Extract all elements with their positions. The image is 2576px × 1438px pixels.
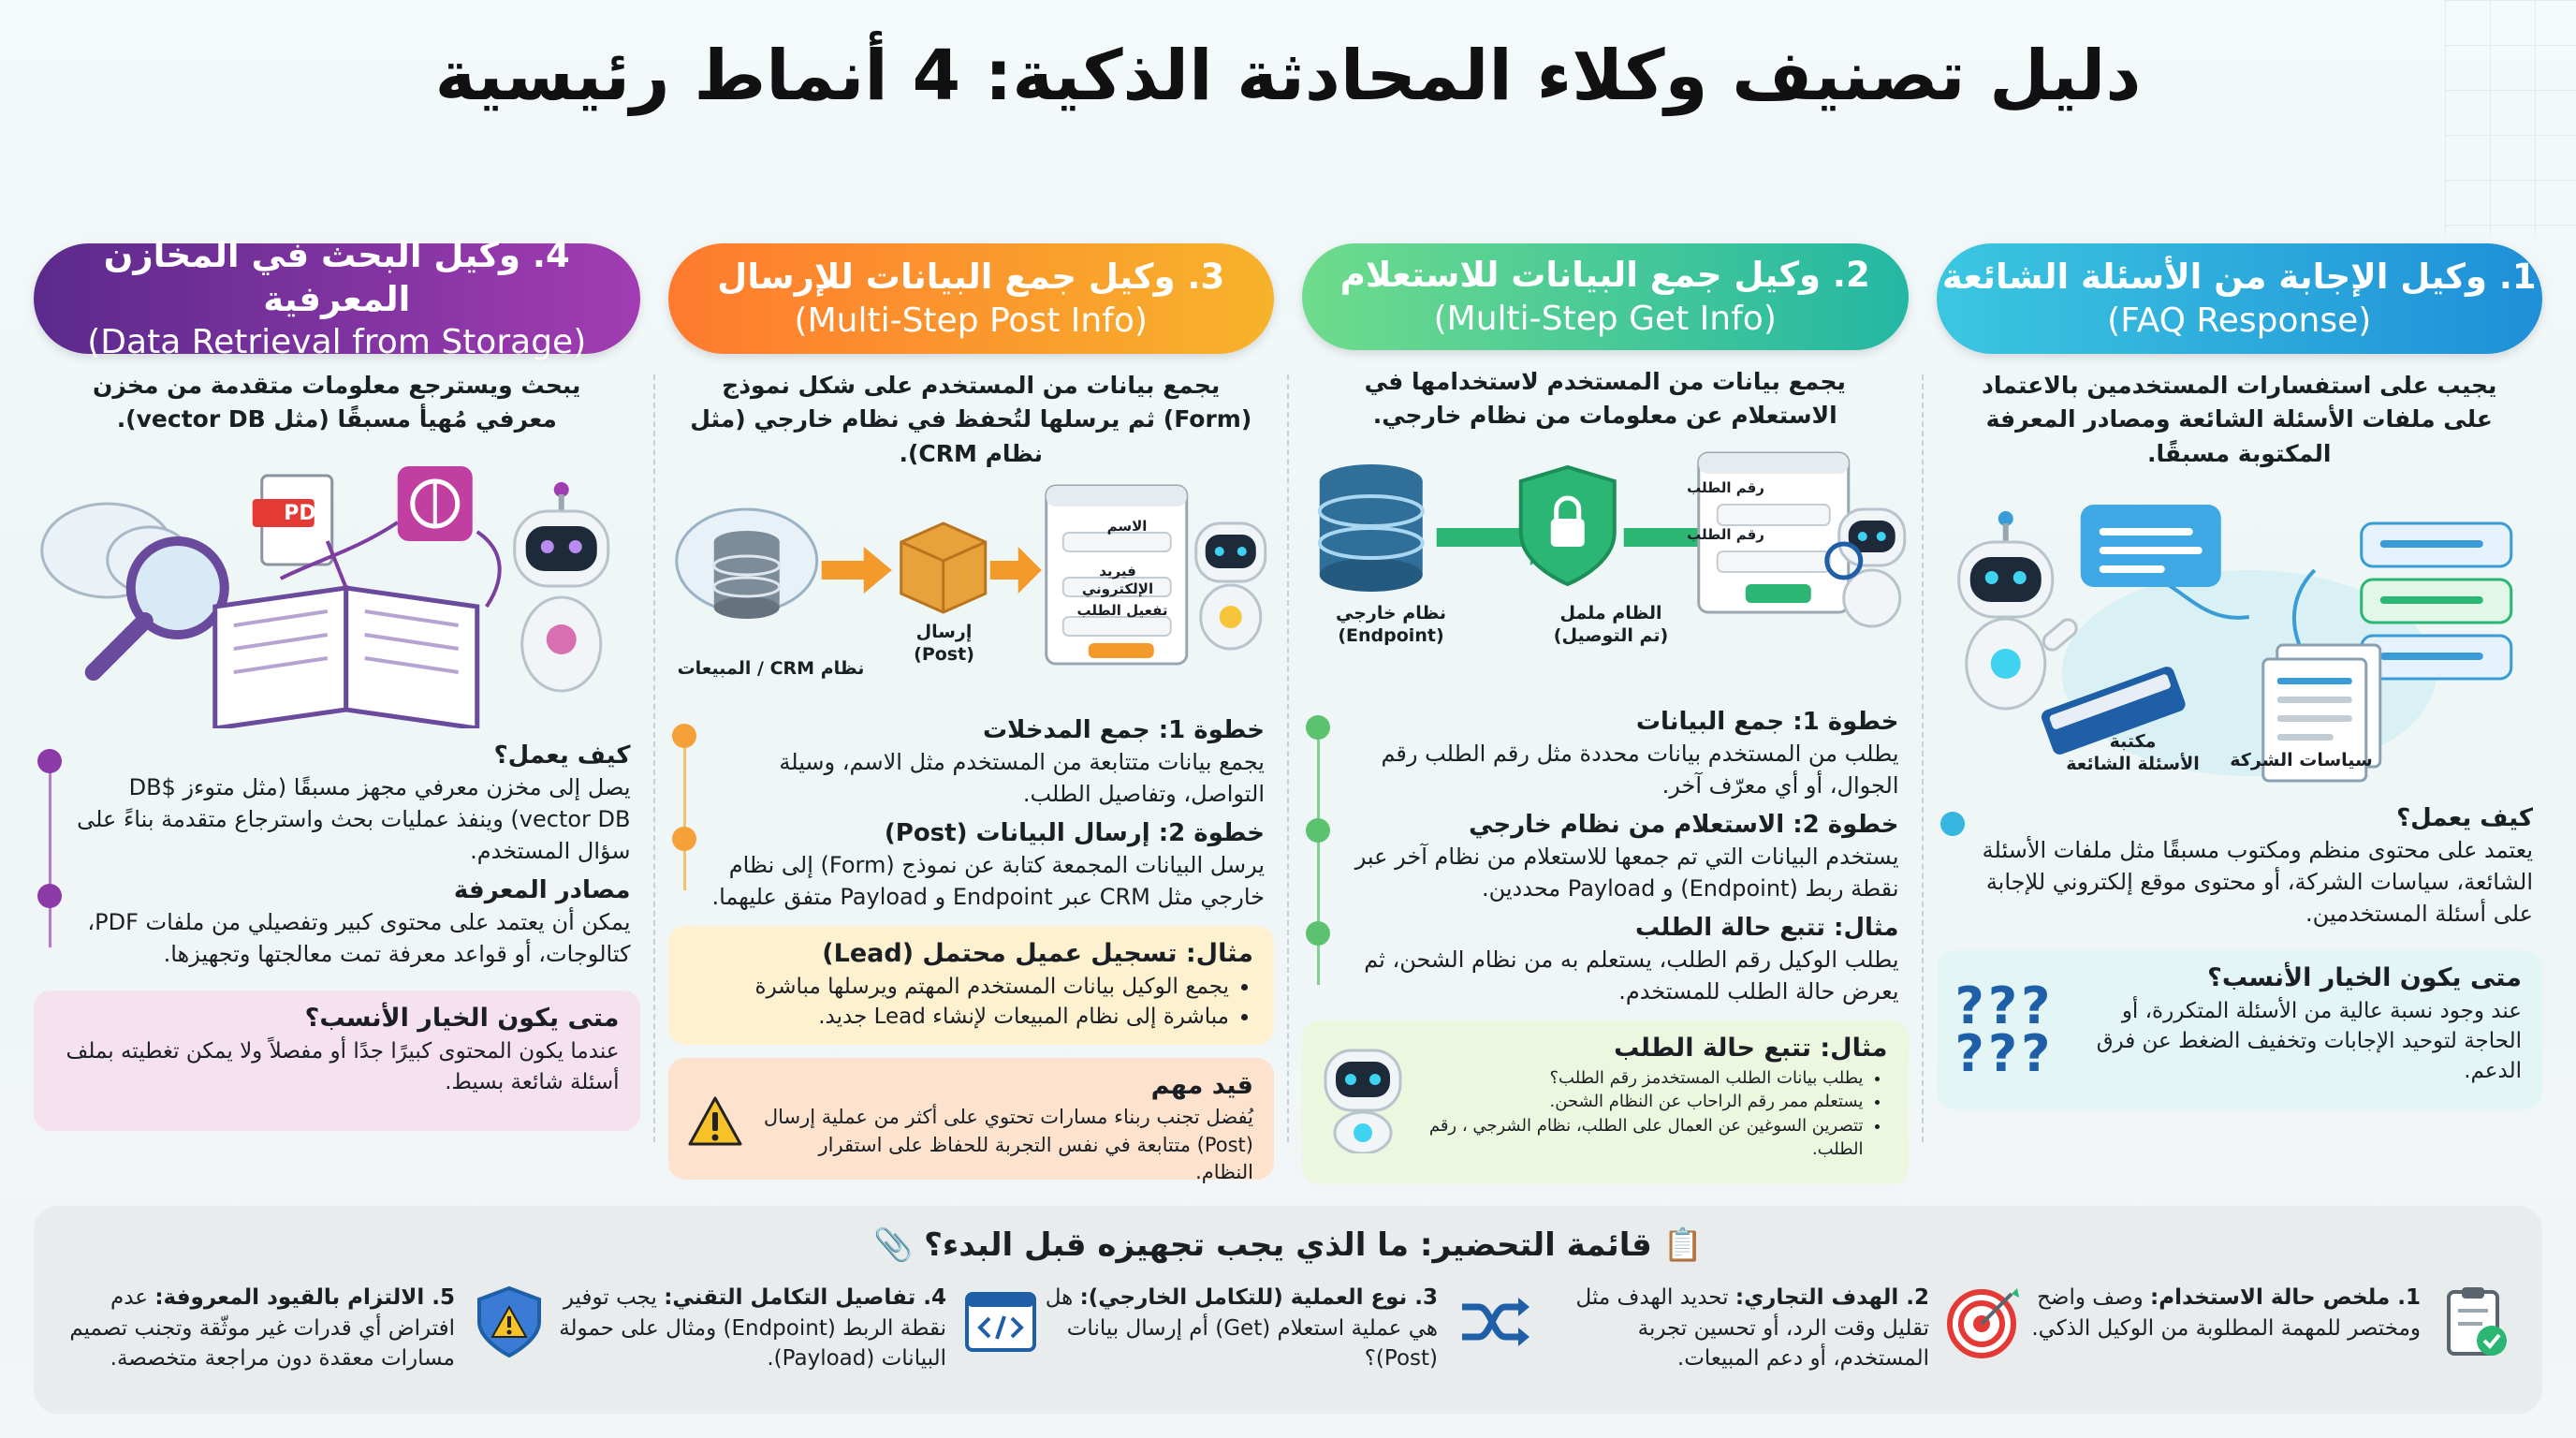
secure-system-label: الظام ململ (تم التوصيل) [1553, 603, 1669, 646]
item-text: وصف واضح ومختصر للمهمة المطلوبة من الوكيل الذكي. [2031, 1285, 2421, 1341]
item-text: عدم افتراض أي قدرات غير موثّقة وتجنب تصميم مسارات معقدة دون مراجعة متخصصة. [69, 1285, 455, 1372]
step-title: خطوة 2: الاستعلام من نظام خارجي [1469, 810, 1899, 839]
form-field-1: رقم الطلب [1687, 479, 1764, 497]
robot-icon [1311, 1041, 1414, 1153]
sources-text: يمكن أن يعتمد على محتوى كبير وتفصيلي من ملفات PDF، كتالوجات، أو قواعد معرفة تمت معالجتها وتجهيزها. [87, 909, 631, 968]
checklist-item [1536, 1283, 2023, 1374]
how-text: يصل إلى مخزن معرفي مجهز مسبقًا (مثل متوءز DB$ vector DB) وينفذ عمليات بحث واسترجاع متقدمة بناءً على سؤال المستخدم. [77, 774, 631, 865]
checklist-item [62, 1283, 549, 1374]
column-faq [1937, 243, 2543, 1184]
example-box [668, 926, 1275, 1045]
box-item: • يستعلم ممر رقم الراحاب عن النظام الشحن. [1424, 1090, 1864, 1113]
header-subtitle: (Data Retrieval from Storage) [87, 322, 587, 361]
knowledge-sources-section [34, 876, 640, 970]
prep-checklist [34, 1206, 2542, 1414]
example-title: مثال: تتبع حالة الطلب [1634, 913, 1899, 942]
library-label: مكتبة الأسئلة الشائعة [2066, 730, 2200, 774]
item-title: 2. الهدف التجاري: [1734, 1285, 1929, 1310]
box-item: • تتصرين السوغين عن العمال على الطلب، نظام الشرجي ، رقم الطلب. [1424, 1114, 1864, 1161]
warning-box [668, 1058, 1275, 1184]
box-list [1424, 1066, 1888, 1161]
header-title: 3. وكيل جمع البيانات للإرسال [717, 257, 1225, 298]
item-title: 4. تفاصيل التكامل التقني: [664, 1285, 946, 1310]
form-field-1: الاسم [1106, 517, 1148, 535]
step-dot [672, 724, 696, 748]
faq-illustration [1937, 477, 2543, 785]
box-title: مثال: تسجيل عميل محتمل (Lead) [822, 939, 1253, 969]
post-info-labels [668, 621, 1275, 711]
step-text: يجمع بيانات متتابعة من المستخدم مثل الاسم، وسيلة التواصل، وتفاصيل الطلب. [779, 748, 1265, 807]
how-it-works-section [1937, 804, 2543, 930]
policies-label: سياسات الشركة [2230, 749, 2373, 770]
header-title: 1. وكيل الإجابة من الأسئلة الشائعة [1941, 257, 2537, 298]
shield-warning-icon [470, 1283, 549, 1361]
column-header-retrieval [34, 235, 640, 361]
warn-title: قيد مهم [1150, 1071, 1253, 1101]
best-title: متى يكون الخيار الأنسب؟ [304, 1004, 620, 1034]
form-field-3: تفعيل الطلب [1076, 601, 1168, 619]
column-description: يجمع بيانات من المستخدم لاستخدامها في الاستعلام عن معلومات من نظام خارجي. [1364, 368, 1846, 430]
column-get-info [1302, 243, 1909, 1184]
box-item: • يطلب بيانات الطلب المستخدمز رقم الطلب؟ [1424, 1066, 1864, 1090]
column-description: يجمع بيانات من المستخدم على شكل نموذج (Form) ثم يرسلها لتُحفظ في نظام خارجي (مثل نظام CRM). [690, 372, 1252, 467]
faq-diagram-svg [1937, 477, 2543, 785]
box-list [689, 972, 1254, 1032]
column-description: يبحث ويسترجع معلومات متقدمة من مخزن معرفي مُهيأ مسبقًا (مثل vector DB). [93, 372, 581, 433]
column-post-info [668, 243, 1275, 1184]
clipboard-check-icon [2436, 1283, 2514, 1361]
example-step [1302, 914, 1909, 1007]
paperclip-icon: 📎 [872, 1226, 914, 1264]
checklist-item [553, 1283, 1040, 1374]
chat-bubble-icon [2080, 505, 2220, 587]
step-title: خطوة 2: إرسال البيانات (Post) [884, 818, 1265, 847]
columns-container [34, 235, 2542, 1184]
how-it-works-section [34, 741, 640, 867]
checklist-item [1045, 1283, 1531, 1374]
step-dot [1306, 715, 1330, 740]
sources-title: مصادر المعرفة [453, 876, 631, 905]
how-title: كيف يعمل؟ [2396, 803, 2533, 832]
steps-timeline [1302, 708, 1909, 1007]
step-text: يرسل البيانات المجمعة كتابة عن نموذج (Form) إلى نظام خارجي مثل CRM عبر Endpoint و Payload متفق عليهما. [711, 851, 1265, 910]
how-text: يعتمد على محتوى منظم ومكتوب مسبقًا مثل ملفات الأسئلة الشائعة، سياسات الشركة، أو محتوى موقع إلكتروني للإجابة على أسئلة المستخدمين. [1982, 836, 2533, 927]
pdf-label: PDF [284, 502, 330, 525]
checklist-text [62, 1283, 455, 1374]
checklist-text [2027, 1283, 2421, 1343]
header-subtitle: (Multi-Step Post Info) [794, 301, 1148, 340]
page-title: دليل تصنيف وكلاء المحادثة الذكية: 4 أنماط رئيسية [434, 36, 2142, 116]
item-text: تحديد الهدف مثل تقليل وقت الرد، أو تحسين تجربة المستخدم، أو دعم المبيعات. [1575, 1285, 1929, 1372]
box-item: • يجمع الوكيل بيانات المستخدم المهتم ويرسلها مباشرة [689, 972, 1230, 1002]
clipboard-icon: 📋 [1662, 1226, 1704, 1264]
best-title: متى يكون الخيار الأنسب؟ [2207, 962, 2522, 992]
best-text: عندما يكون المحتوى كبيرًا جدًا أو مفصلاً ولا يمكن تغطيته بملف أسئلة شائعة بسيط. [66, 1039, 620, 1094]
step-2 [668, 819, 1275, 913]
crm-label: نظام CRM / المبيعات [677, 657, 865, 679]
question-marks-icon: ??? ??? [1954, 976, 2055, 1084]
step-text: يستخدم البيانات التي تم جمعها للاستعلام من نظام آخر عبر نقطة ربط (Endpoint) و Payload محددين. [1354, 843, 1899, 902]
cloud-database-icon [676, 509, 816, 619]
step-title: خطوة 1: جمع البيانات [1635, 707, 1899, 736]
step-2 [1302, 811, 1909, 904]
step-dot [1306, 818, 1330, 843]
step-1 [1302, 708, 1909, 801]
header-title: 2. وكيل جمع البيانات للاستعلام [1339, 255, 1870, 296]
warning-icon [687, 1095, 743, 1148]
box-item: • مباشرة إلى نظام المبيعات لإنشاء Lead جديد. [689, 1002, 1230, 1032]
item-title: 1. ملخص حالة الاستخدام: [2150, 1285, 2421, 1310]
checklist-item [2027, 1283, 2514, 1374]
column-header-post-info [668, 243, 1275, 354]
code-window-icon [961, 1283, 1040, 1361]
checklist-title [34, 1226, 2542, 1264]
checklist-items [34, 1264, 2542, 1374]
robot-icon [1958, 511, 2079, 709]
get-info-labels [1302, 603, 1909, 695]
step-dot [37, 884, 62, 908]
header-title: 4. وكيل البحث في المخازن المعرفية [103, 235, 570, 319]
item-title: 5. الالتزام بالقيود المعروفة: [154, 1285, 455, 1310]
robot-icon [1195, 523, 1265, 649]
step-1 [668, 716, 1275, 810]
form-field-2: رقم الطلب [1687, 526, 1764, 544]
column-header-faq [1937, 243, 2543, 354]
bullet-dot [1940, 812, 1965, 836]
column-description: يجيب على استفسارات المستخدمين بالاعتماد على ملفات الأسئلة الشائعة ومصادر المعرفة المكتوبة مسبقًا. [1982, 372, 2497, 467]
retrieval-illustration [34, 448, 640, 728]
shield-lock-icon [1521, 467, 1615, 584]
send-label: إرسال (Post) [914, 621, 974, 665]
header-subtitle: (Multi-Step Get Info) [1433, 299, 1777, 338]
external-system-label: نظام خارجي (Endpoint) [1336, 603, 1446, 646]
item-text: يجب توفير نقطة الربط (Endpoint) ومثال على حمولة البيانات (Payload). [559, 1285, 946, 1372]
column-header-get-info [1302, 243, 1909, 350]
step-dot [37, 749, 62, 773]
chat-list-icon [2361, 523, 2510, 679]
best-choice-box [1937, 950, 2543, 1109]
checklist-text [553, 1283, 946, 1374]
brain-chip-icon [398, 466, 473, 541]
warn-text: يُفضل تجنب ربناء مسارات تحتوي على أكثر من عملية إرسال (Post) متتابعة في نفس التجربة للحفاظ على استقرار النظام. [763, 1106, 1253, 1184]
step-dot [1306, 921, 1330, 946]
checklist-title-text: قائمة التحضير: ما الذي يجب تجهيزه قبل البدء؟ [924, 1226, 1652, 1264]
how-title: كيف يعمل؟ [493, 741, 631, 770]
best-choice-box [34, 990, 640, 1131]
retrieval-timeline [34, 741, 640, 970]
item-text: هل هي عملية استعلام (Get) أم إرسال بيانات (Post)؟ [1045, 1285, 1438, 1372]
package-box-icon [900, 523, 985, 612]
box-title: مثال: تتبع حالة الطلب [1614, 1034, 1888, 1064]
example-box [1302, 1020, 1909, 1184]
form-field-2: فيريد الإلكتروني [1081, 562, 1154, 597]
step-title: خطوة 1: جمع المدخلات [982, 715, 1265, 744]
robot-icon [515, 482, 608, 691]
example-text: يطلب الوكيل رقم الطلب، يستعلم به من نظام الشحن، ثم يعرض حالة الطلب للمستخدم. [1364, 946, 1899, 1005]
header-subtitle: (FAQ Response) [2107, 301, 2372, 340]
checklist-text [1536, 1283, 1929, 1374]
column-retrieval [34, 235, 640, 1184]
steps-timeline [668, 716, 1275, 913]
step-text: يطلب من المستخدم بيانات محددة مثل رقم الطلب رقم الجوال، أو أي معرّف آخر. [1381, 740, 1899, 799]
database-icon [1320, 464, 1423, 592]
item-title: 3. نوع العملية (للتكامل الخارجي): [1079, 1285, 1438, 1310]
retrieval-diagram-svg [34, 448, 640, 728]
shuffle-icon [1453, 1283, 1531, 1361]
open-book-icon [215, 588, 477, 728]
step-dot [672, 827, 696, 851]
target-icon [1944, 1283, 2023, 1361]
checklist-text [1045, 1283, 1438, 1374]
best-text: عند وجود نسبة عالية من الأسئلة المتكررة، أو الحاجة لتوحيد الإجابات وتخفيف الضغط عن فرق الدعم. [2096, 998, 2522, 1084]
